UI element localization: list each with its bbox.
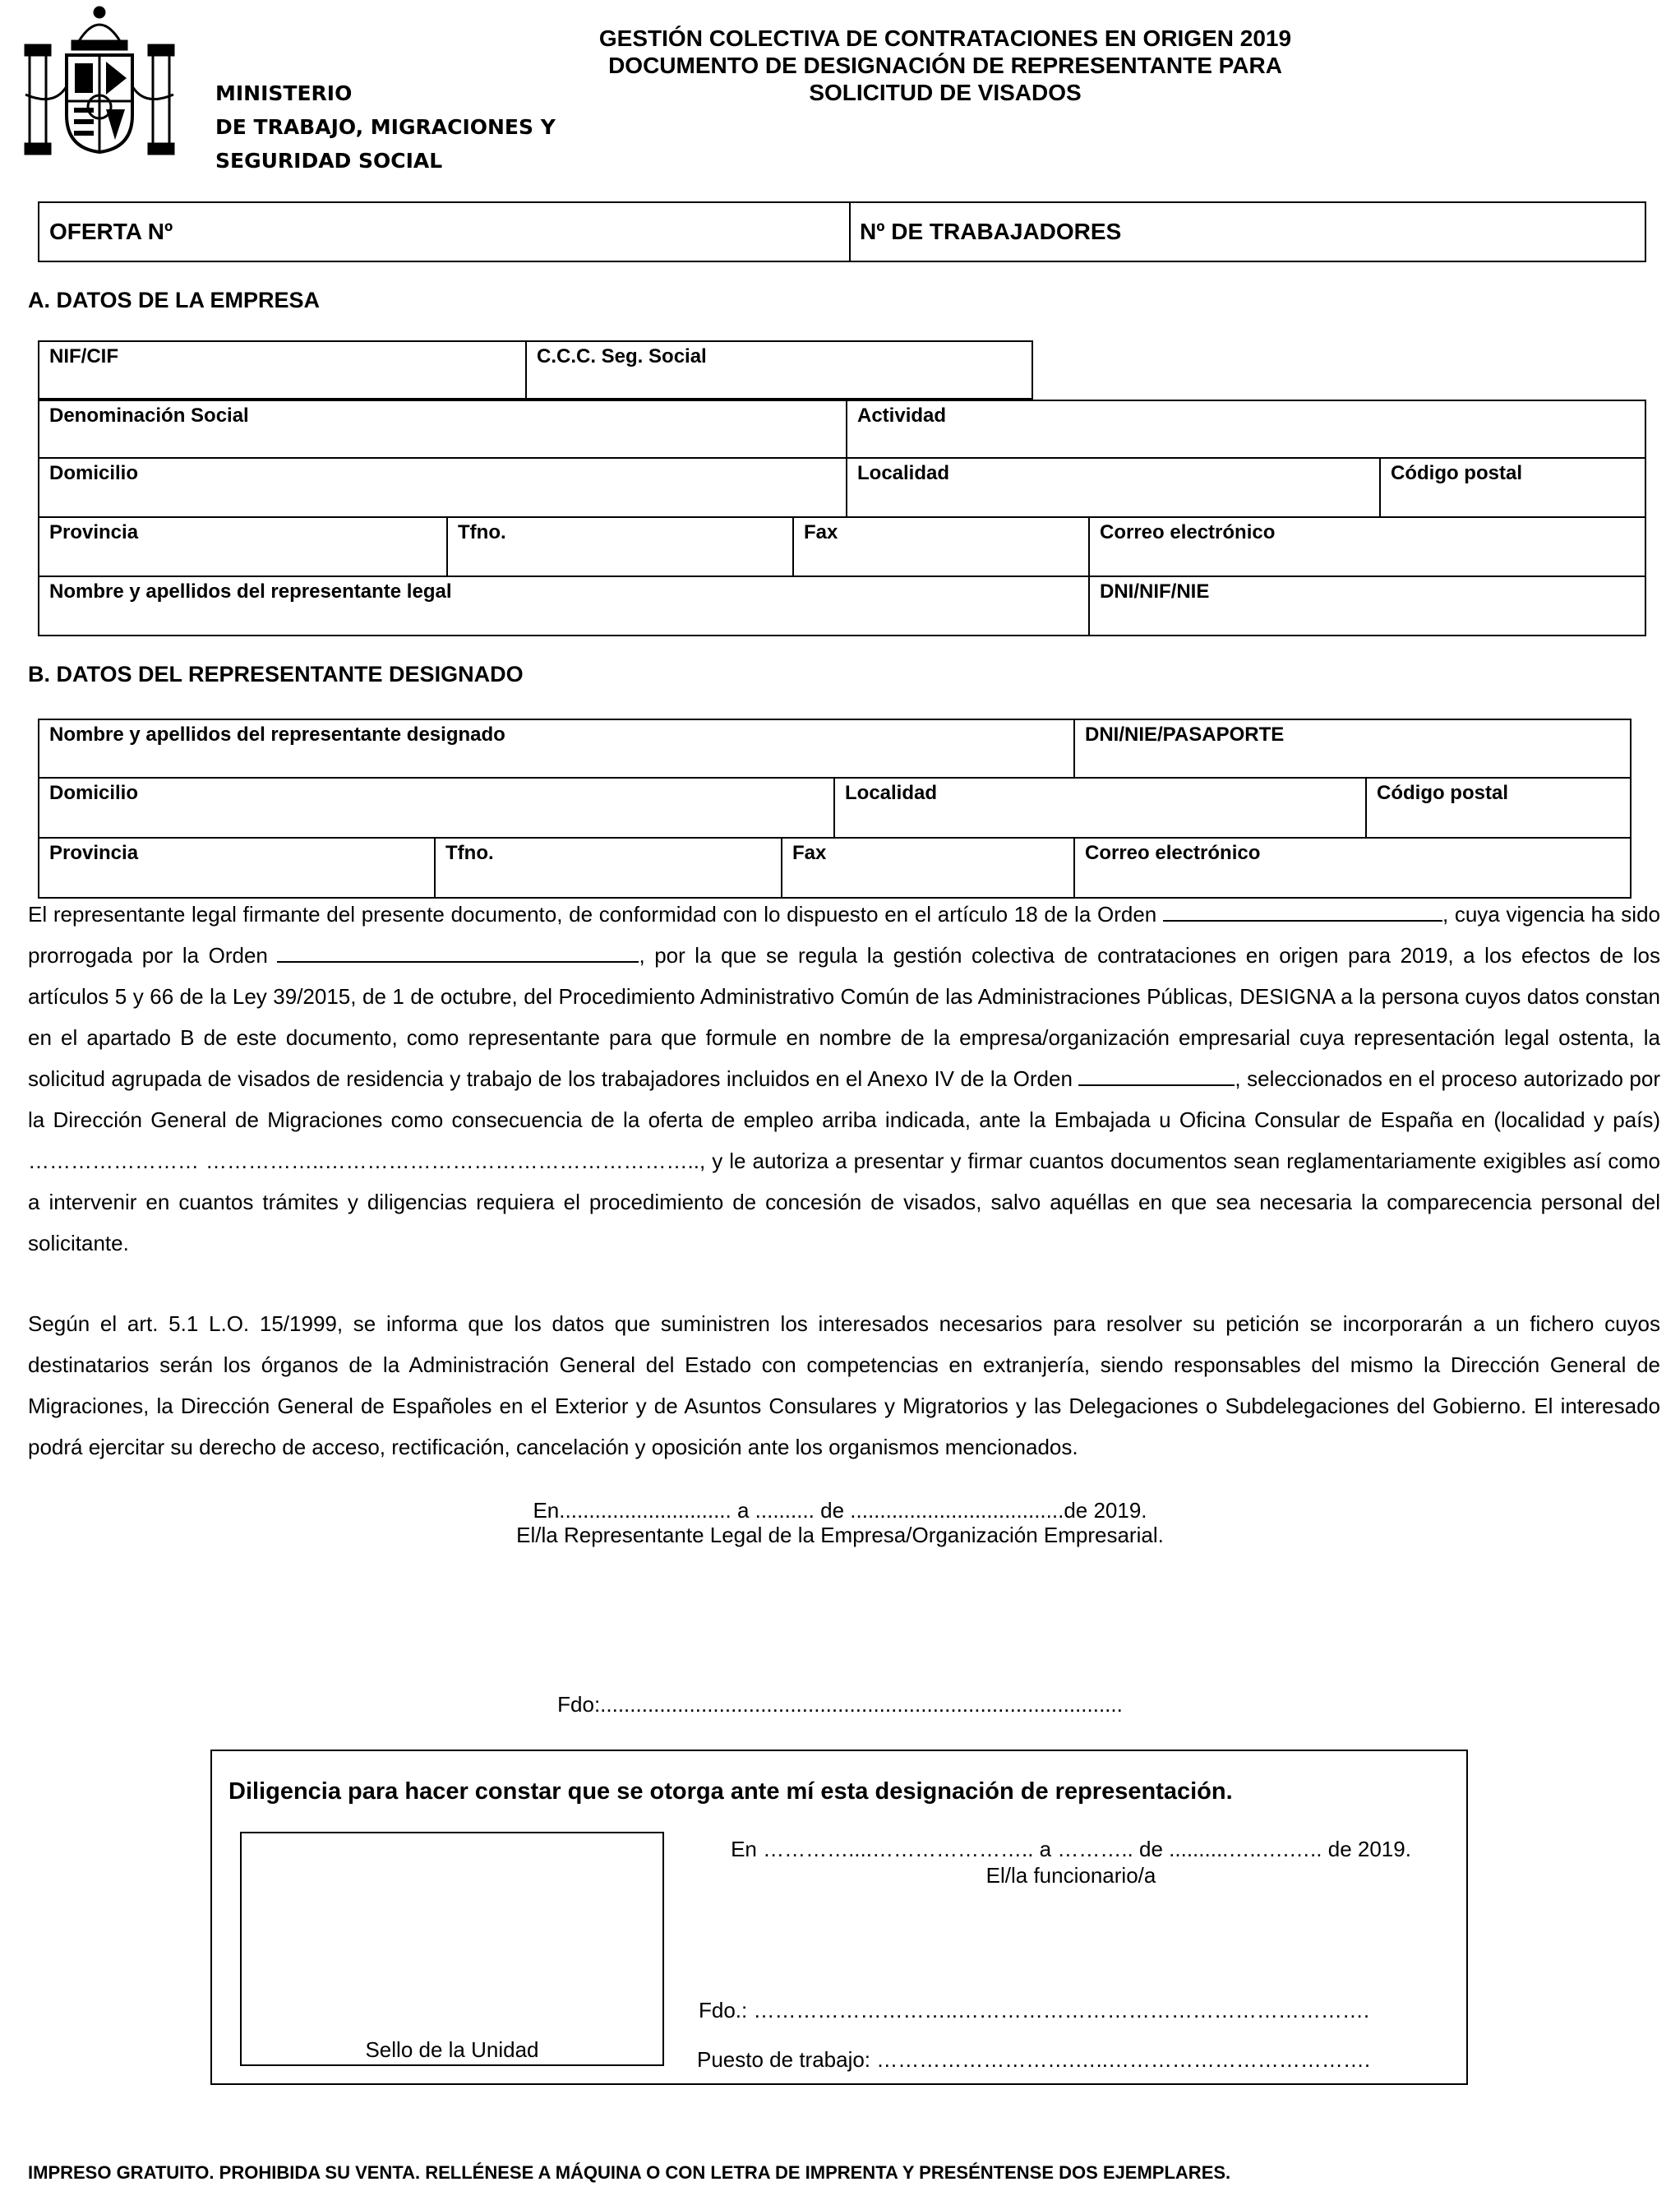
field-cp-a[interactable]: Código postal	[1381, 459, 1646, 518]
field-dni-a[interactable]: DNI/NIF/NIE	[1090, 577, 1646, 636]
field-email-a[interactable]: Correo electrónico	[1090, 518, 1646, 577]
field-tfno-b[interactable]: Tfno.	[436, 839, 782, 899]
seal-box	[240, 1832, 664, 2066]
field-provincia-b[interactable]: Provincia	[38, 839, 436, 899]
orden-blank-2[interactable]	[277, 941, 639, 963]
offer-box	[38, 201, 1646, 262]
ministry-line-1: MINISTERIO	[215, 81, 353, 105]
signature-fdo: Fdo:........................................................................................	[557, 1692, 1123, 1717]
orden-blank-3[interactable]	[1078, 1065, 1235, 1086]
diligencia-title: Diligencia para hacer constar que se otorga ante mí esta designación de representación.	[228, 1778, 1233, 1805]
field-dni-b[interactable]: DNI/NIE/PASAPORTE	[1075, 719, 1632, 779]
field-ccc[interactable]: C.C.C. Seg. Social	[527, 340, 1033, 400]
designation-paragraph: El representante legal firmante del presente documento, de conformidad con lo dispuesto en el artículo 18 de la Orden , cuya vigencia ha sido prorrogada por la Orden , por la que se regula la gestión colectiva de contrataciones en origen para 2019, a los efectos de los artículos 5 y 66 de la Ley 39/2015, de 1 de octubre, del Procedimiento Administrativo Común de las Administraciones Públicas, DESIGNA a la persona cuyos datos constan en el apartado B de este documento, como representante para que formule en nombre de la empresa/organización empresarial cuya representación legal ostenta, la solicitud agrupada de visados de residencia y trabajo de los trabajadores incluidos en el Anexo IV de la Orden , seleccionados en el proceso autorizado por la Dirección General de Migraciones como consecuencia de la oferta de empleo arriba indicada, ante la Embajada u Oficina Consular de España en (localidad y país) …………………… ……………..…………………………………………….., y le autoriza a presentar y firmar cuantos documentos sean reglamentariamente exigibles así como a intervenir en cuantos trámites y diligencias requiera el procedimiento de concesión de visados, salvo aquéllas en que sea necesaria la comparecencia personal del solicitante.	[28, 902, 1661, 1255]
data-protection-paragraph: Según el art. 5.1 L.O. 15/1999, se informa que los datos que suministren los interesados necesarios para resolver su petición se incorporarán a un fichero cuyos destinatarios serán los órganos de la Administración General del Estado con competencias en extranjería, siendo responsables del mismo la Dirección General de Migraciones, la Dirección General de Españoles en el Exterior y de Asuntos Consulares y Migratorios y las Delegaciones o Subdelegaciones del Gobierno. El interesado podrá ejercitar su derecho de acceso, rectificación, cancelación y oposición ante los organismos mencionados.	[28, 1311, 1660, 1459]
field-denominacion[interactable]: Denominación Social	[38, 400, 847, 459]
footer-notice: IMPRESO GRATUITO. PROHIBIDA SU VENTA. RELLÉNESE A MÁQUINA O CON LETRA DE IMPRENTA Y PRESÉNTENSE DOS EJEMPLARES.	[28, 2162, 1231, 2183]
ministry-line-2: DE TRABAJO, MIGRACIONES Y	[215, 115, 556, 139]
field-provincia-a[interactable]: Provincia	[38, 518, 448, 577]
section-b-title: B. DATOS DEL REPRESENTANTE DESIGNADO	[28, 662, 524, 686]
diligencia-place-date: En …………....………………….. a ……….. de ..........…..….….. de 2019.	[731, 1837, 1411, 1861]
section-a-title: A. DATOS DE LA EMPRESA	[28, 288, 321, 312]
field-domicilio-a[interactable]: Domicilio	[38, 459, 847, 518]
diligencia-fdo: Fdo.: ………………………..………………………………………………….	[699, 1998, 1370, 2022]
signature-role: El/la Representante Legal de la Empresa/Organización Empresarial.	[516, 1523, 1164, 1547]
field-email-b[interactable]: Correo electrónico	[1075, 839, 1632, 899]
field-localidad-b[interactable]: Localidad	[835, 779, 1367, 839]
diligencia-role: El/la funcionario/a	[985, 1863, 1156, 1888]
field-cp-b[interactable]: Código postal	[1367, 779, 1632, 839]
seal-label: Sello de la Unidad	[365, 2037, 539, 2062]
coat-of-arms-icon	[21, 4, 178, 169]
ministry-line-3: SEGURIDAD SOCIAL	[215, 149, 443, 173]
field-domicilio-b[interactable]: Domicilio	[38, 779, 835, 839]
diligencia-puesto: Puesto de trabajo: ……………………….…..……………………………….	[697, 2047, 1371, 2072]
signature-place-date: En............................. a .......... de ....................................de 2019.	[533, 1498, 1147, 1523]
field-fax-a[interactable]: Fax	[794, 518, 1090, 577]
field-localidad-a[interactable]: Localidad	[847, 459, 1381, 518]
field-nombre-designado[interactable]: Nombre y apellidos del representante designado	[38, 719, 1075, 779]
field-actividad[interactable]: Actividad	[847, 400, 1646, 459]
workers-number-label: Nº DE TRABAJADORES	[860, 219, 1122, 244]
field-rep-legal[interactable]: Nombre y apellidos del representante legal	[38, 577, 1090, 636]
field-fax-b[interactable]: Fax	[782, 839, 1075, 899]
field-nif-cif[interactable]: NIF/CIF	[38, 340, 527, 400]
doc-title-line-3: SOLICITUD DE VISADOS	[809, 80, 1082, 105]
doc-title-line-1: GESTIÓN COLECTIVA DE CONTRATACIONES EN ORIGEN 2019	[598, 25, 1292, 51]
offer-number-label: OFERTA Nº	[49, 219, 173, 244]
field-tfno-a[interactable]: Tfno.	[448, 518, 794, 577]
doc-title-line-2: DOCUMENTO DE DESIGNACIÓN DE REPRESENTANTE PARA	[608, 53, 1282, 78]
orden-blank-1[interactable]	[1163, 900, 1442, 922]
